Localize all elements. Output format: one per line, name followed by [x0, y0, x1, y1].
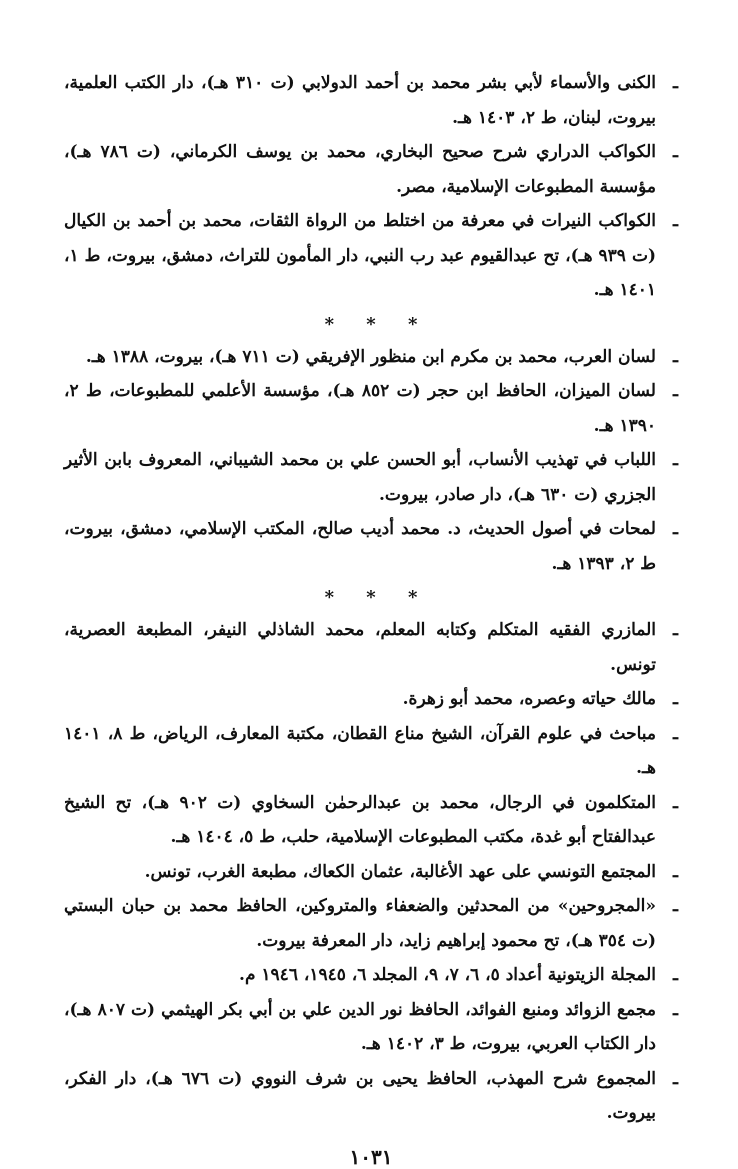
- page-number: ١٠٣١: [349, 1144, 393, 1169]
- bibliography-entry: ـ مجمع الزوائد ومنبع الفوائد، الحافظ نور الدين علي بن أبي بكر الهيثمي (ت ٨٠٧ هـ)، دار الكتاب العربي، بيروت، ط ٣، ١٤٠٢ هـ.: [64, 993, 678, 1062]
- section-separator: * * *: [324, 313, 418, 335]
- bibliography-entry: ـ مالك حياته وعصره، محمد أبو زهرة.: [64, 682, 678, 717]
- bibliography-entry: ـ «المجروحين» من المحدثين والضعفاء والمتروكين، الحافظ محمد بن حبان البستي (ت ٣٥٤ هـ)، تح محمود إبراهيم زايد، دار المعرفة بيروت.: [64, 889, 678, 958]
- entry-dash: ـ: [673, 689, 678, 709]
- entry-dash: ـ: [673, 142, 678, 162]
- entry-dash: ـ: [673, 792, 678, 813]
- entry-dash: ـ: [673, 450, 678, 470]
- entry-dash: ـ: [673, 896, 678, 916]
- section-2: [64, 340, 678, 582]
- section-separator: * * *: [324, 587, 418, 608]
- section-3: [64, 613, 678, 1131]
- bibliography-entry: ـ المازري الفقيه المتكلم وكتابه المعلم، محمد الشاذلي النيفر، المطبعة العصرية، تونس.: [64, 613, 678, 682]
- section-1: [64, 66, 678, 308]
- bibliography-entry: ـ مباحث في علوم القرآن، الشيخ مناع القطان، مكتبة المعارف، الرياض، ط ٨، ١٤٠١ هـ.: [64, 717, 678, 786]
- bibliography-entry: ـ الكواكب النيرات في معرفة من اختلط من الرواة الثقات، محمد بن أحمد بن الكيال (ت ٩٣٩ هـ)، تح عبدالقيوم عبد رب النبي، دار المأمون للتراث، دمشق، بيروت، ط ١، ١٤٠١ هـ.: [64, 204, 678, 308]
- entry-dash: ـ: [673, 381, 678, 401]
- entry-dash: ـ: [673, 519, 678, 539]
- bibliography-entry: ـ الكنى والأسماء لأبي بشر محمد بن أحمد الدولابي (ت ٣١٠ هـ)، دار الكتب العلمية، بيروت، لبنان، ط ٢، ١٤٠٣ هـ.: [64, 66, 678, 135]
- bibliography-entry: ـ المتكلمون في الرجال، محمد بن عبدالرحمٰن السخاوي (ت ٩٠٢ هـ)، تح الشيخ عبدالفتاح أبو غدة، مكتب المطبوعات الإسلامية، حلب، ط ٥، ١٤٠٤ هـ.: [64, 786, 678, 855]
- bibliography-entry: ـ لمحات في أصول الحديث، د. محمد أديب صالح، المكتب الإسلامي، دمشق، بيروت، ط ٢، ١٣٩٣ هـ.: [64, 512, 678, 581]
- bibliography-entry: ـ المجلة الزيتونية أعداد ٥، ٦، ٧، ٩، المجلد ٦، ١٩٤٥، ١٩٤٦ م.: [64, 958, 678, 993]
- entry-dash: ـ: [673, 211, 678, 231]
- entry-dash: ـ: [673, 620, 678, 640]
- bibliography-entry: ـ اللباب في تهذيب الأنساب، أبو الحسن علي بن محمد الشيباني، المعروف بابن الأثير الجزري (ت ٦٣٠ هـ)، دار صادر، بيروت.: [64, 443, 678, 512]
- bibliography-entry: ـ لسان الميزان، الحافظ ابن حجر (ت ٨٥٢ هـ)، مؤسسة الأعلمي للمطبوعات، ط ٢، ١٣٩٠ هـ.: [64, 374, 678, 443]
- entry-dash: ـ: [673, 73, 678, 93]
- bibliography-entry: ـ الكواكب الدراري شرح صحيح البخاري، محمد بن يوسف الكرماني، (ت ٧٨٦ هـ)، مؤسسة المطبوعات الإسلامية، مصر.: [64, 135, 678, 204]
- entry-dash: ـ: [673, 346, 678, 367]
- entry-dash: ـ: [673, 965, 678, 985]
- entry-dash: ـ: [673, 723, 678, 744]
- bibliography-entry: ـ المجتمع التونسي على عهد الأغالبة، عثمان الكعاك، مطبعة الغرب، تونس.: [64, 855, 678, 890]
- entry-dash: ـ: [673, 861, 678, 882]
- bibliography-entry: ـ لسان العرب، محمد بن مكرم ابن منظور الإفريقي (ت ٧١١ هـ)، بيروت، ١٣٨٨ هـ.: [64, 340, 678, 375]
- entry-dash: ـ: [673, 1068, 678, 1089]
- entry-dash: ـ: [673, 999, 678, 1020]
- bibliography-entry: ـ المجموع شرح المهذب، الحافظ يحيى بن شرف النووي (ت ٦٧٦ هـ)، دار الفكر، بيروت.: [64, 1062, 678, 1131]
